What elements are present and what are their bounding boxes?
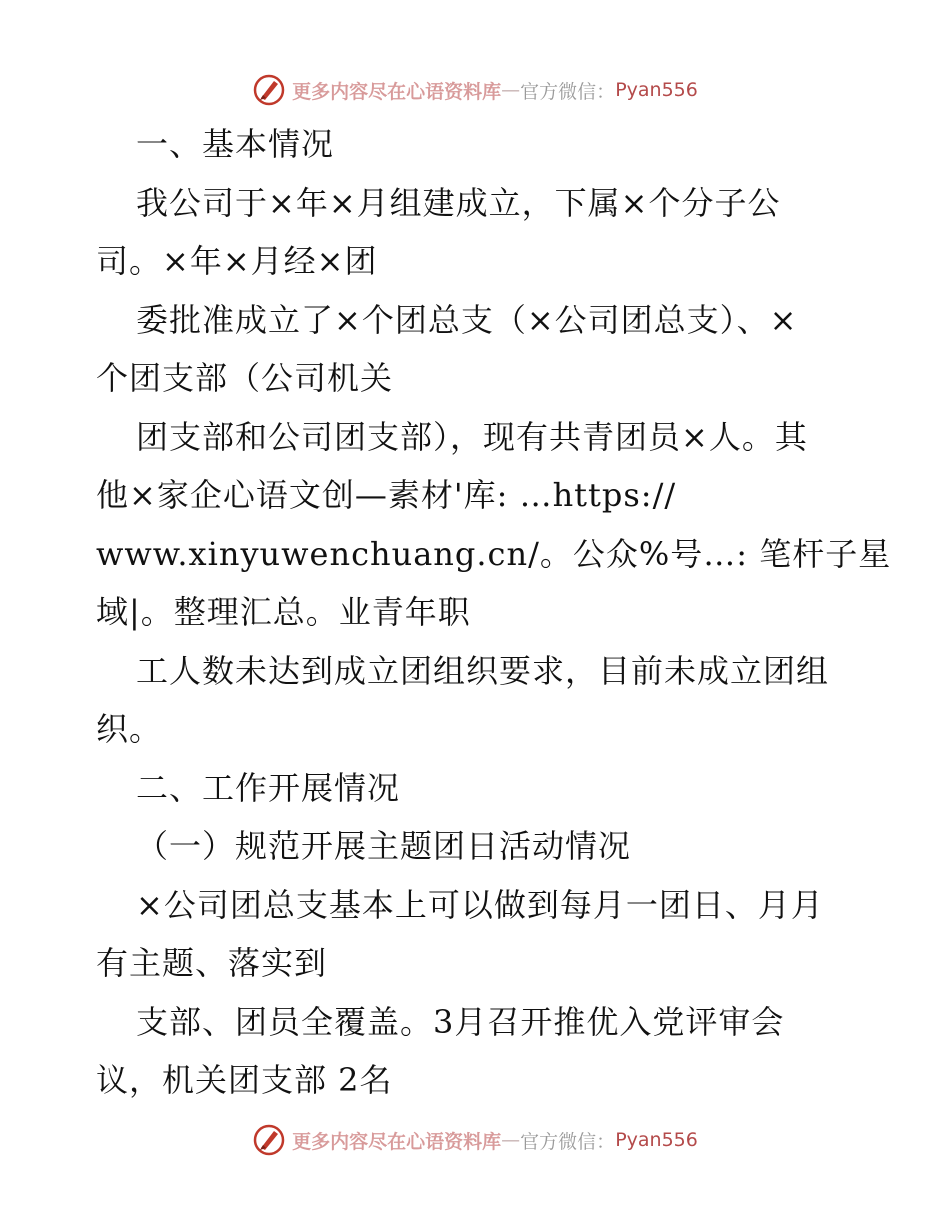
watermark-official-label: 官方微信： — [520, 80, 616, 103]
document-body — [96, 115, 892, 1110]
section-heading-work: 二、工作开展情况 — [136, 768, 401, 807]
watermark-account-id: Pyan556 — [615, 1129, 698, 1151]
paragraph-line: 我公司于×年×月组建成立，下属×个分子公 — [136, 183, 781, 222]
watermark-main-text: 更多内容尽在心语资料库 — [292, 80, 502, 103]
paragraph-line: 工人数未达到成立团组织要求，目前未成立团组 — [136, 651, 830, 690]
watermark-account-id: Pyan556 — [615, 79, 698, 101]
section-heading-basic: 一、基本情况 — [136, 125, 335, 163]
paragraph-line: 有主题、落实到 — [96, 944, 328, 982]
paragraph-line: 委批准成立了×个团总支（×公司团总支）、× — [136, 300, 798, 339]
paragraph-line: 个团支部（公司机关 — [96, 359, 394, 397]
paragraph-line: 议，机关团支部 2名 — [96, 1061, 393, 1099]
paragraph-line: 织。 — [96, 710, 163, 748]
paragraph-line: 域|。整理汇总。业青年职 — [96, 593, 471, 631]
paragraph-line: ×公司团总支基本上可以做到每月一团日、月月 — [136, 885, 824, 924]
paragraph-line: 司。×年×月经×团 — [96, 242, 378, 280]
watermark-separator: — — [501, 79, 521, 101]
paragraph-line: 团支部和公司团支部），现有共青团员×人。其 — [136, 417, 808, 456]
paragraph-line: 他×家企心语文创—素材'库: …https:// — [96, 476, 677, 514]
paragraph-line: www.xinyuwenchuang.cn/。公众%号…: 笔杆子星 — [96, 534, 892, 573]
quill-logo-icon — [252, 1123, 286, 1157]
quill-logo-icon — [252, 73, 286, 107]
watermark-separator: — — [501, 1129, 521, 1151]
paragraph-line: 支部、团员全覆盖。3月召开推优入党评审会 — [136, 1002, 785, 1041]
header-watermark — [0, 70, 950, 110]
watermark-official-label: 官方微信： — [520, 1130, 616, 1153]
footer-watermark — [0, 1120, 950, 1160]
subsection-heading: （一）规范开展主题团日活动情况 — [136, 827, 632, 865]
watermark-main-text: 更多内容尽在心语资料库 — [292, 1130, 502, 1153]
